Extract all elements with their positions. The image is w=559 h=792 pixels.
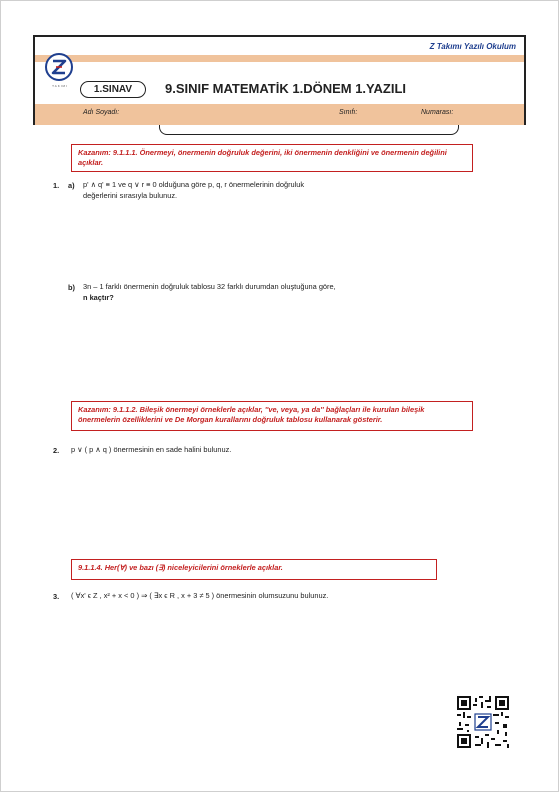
question-1a-label: a): [68, 181, 75, 190]
question-1b-line-1: 3n – 1 farklı önermenin doğruluk tablosu 32 farklı durumdan oluştuğuna göre,: [83, 282, 336, 291]
z-logo-icon: [45, 53, 73, 81]
question-1a-line-2: değerlerini sırasıyla bulunuz.: [83, 191, 178, 200]
exam-label: 1.SINAV: [80, 81, 146, 98]
question-2-text: p ∨ ( p ∧ q ) önermesinin en sade halini bulunuz.: [71, 445, 232, 454]
outcome-box-1: [71, 144, 473, 172]
question-1b-label: b): [68, 283, 75, 292]
number-label: Numarası:: [421, 109, 454, 116]
header-band-top: [35, 55, 524, 62]
question-1-number: 1.: [53, 181, 60, 190]
outcome-box-3: [71, 559, 437, 580]
question-2-number: 2.: [53, 446, 60, 455]
question-1a-line-1: p' ∧ q' ≡ 1 ve q ∨ r ≡ 0 olduğuna göre p, q, r önermelerinin doğruluk: [83, 180, 305, 189]
question-3-text: ( ∀x' ϵ Z , x² + x < 0 ) ⇒ ( ∃x ϵ R , x + 3 ≠ 5 ) önermesinin olumsuzunu bulunuz.: [71, 591, 329, 600]
logo-caption: TAKIMI: [52, 84, 68, 88]
class-label: Sınıfı:: [339, 109, 358, 116]
qr-code-icon: [457, 696, 509, 748]
outcome-text-2: Kazanım: 9.1.1.2. Bileşik önermeyi örneklerle açıklar, ''ve, veya, ya da'' bağlaçları ile kurulan bileşik önermelerin özelliklerini ve De Morgan kurallarını doğruluk tablosu kullanarak gösterir.: [78, 405, 425, 424]
name-label: Adı Soyadı:: [83, 109, 120, 116]
outcome-text-3: 9.1.1.4. Her(∀) ve bazı (∃) niceleyicilerini örneklerle açıklar.: [78, 563, 283, 572]
student-name-field[interactable]: [159, 125, 459, 135]
page-title: 9.SINIF MATEMATİK 1.DÖNEM 1.YAZILI: [165, 81, 407, 96]
question-3-number: 3.: [53, 592, 60, 601]
outcome-box-2: [71, 401, 473, 431]
outcome-text-1: Kazanım: 9.1.1.1. Önermeyi, önermenin doğruluk değerini, iki önermenin denkliğini ve önermenin değilini açıklar.: [78, 148, 447, 167]
question-1b-line-2: n kaçtır?: [83, 293, 114, 302]
exam-header: [33, 35, 526, 125]
school-name: Z Takımı Yazılı Okulum: [429, 42, 516, 51]
